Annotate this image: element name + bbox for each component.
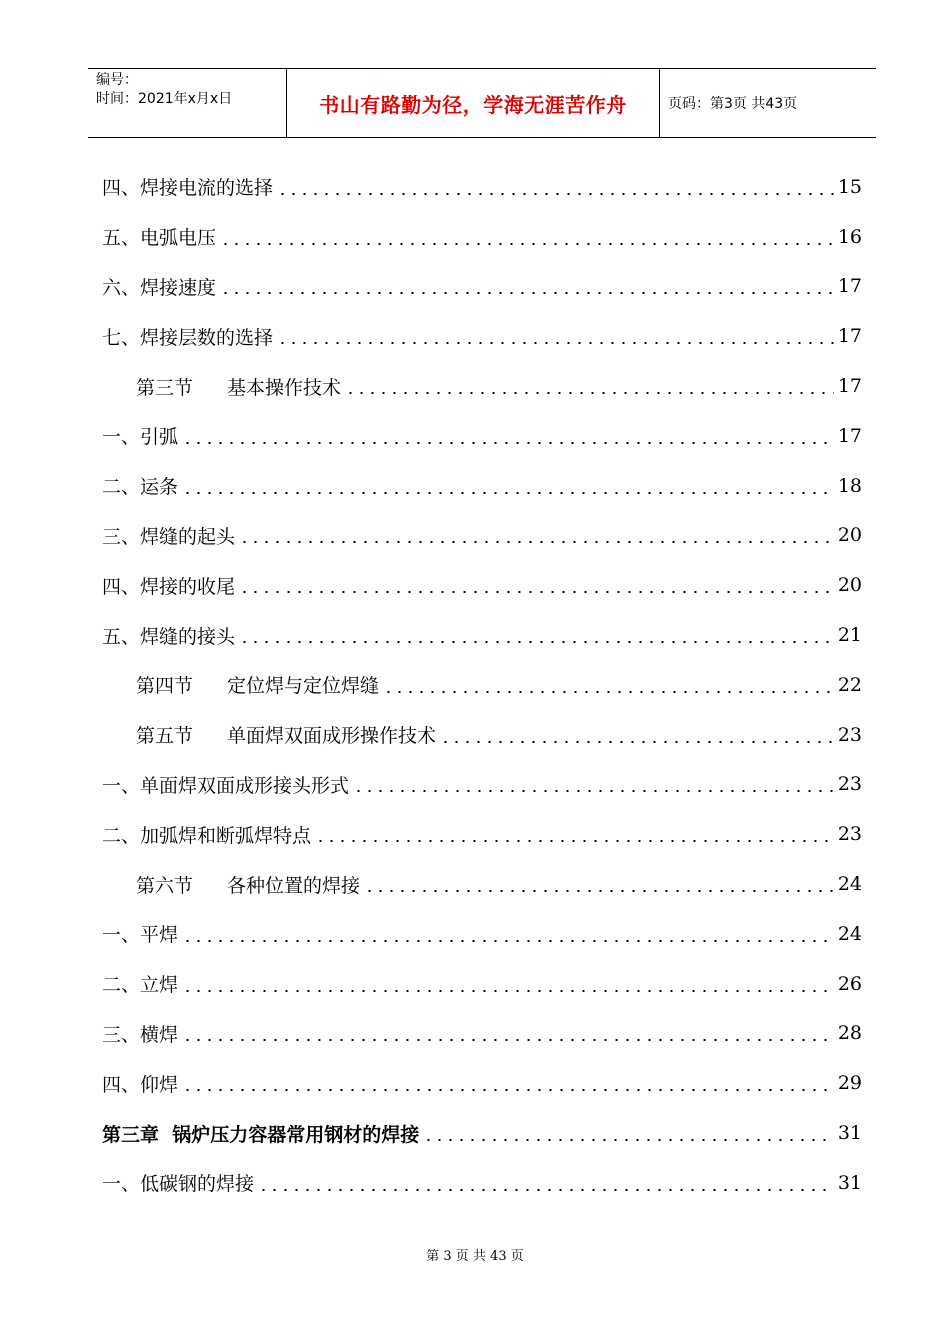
toc-entry-page-number: 17 <box>837 325 862 348</box>
toc-entry-label: 一、引弧 <box>102 426 179 449</box>
toc-entry-title <box>102 1169 254 1196</box>
toc-entry-title <box>102 273 216 300</box>
toc-dot-leader <box>182 492 834 494</box>
header-page-cell <box>660 69 876 137</box>
toc-entry-subtitle: 各种位置的焊接 <box>227 874 361 897</box>
toc-entry[interactable] <box>102 411 862 461</box>
toc-entry-label: 第三节 <box>136 376 194 399</box>
toc-entry-page-number: 29 <box>837 1072 862 1095</box>
toc-entry[interactable] <box>102 461 862 511</box>
toc-entry-label: 第三章 锅炉压力容器常用钢材的焊接 <box>102 1123 420 1146</box>
toc-entry-label: 一、低碳钢的焊接 <box>102 1173 255 1196</box>
toc-entry[interactable] <box>102 760 862 810</box>
toc-entry[interactable] <box>102 361 862 411</box>
toc-entry[interactable] <box>102 610 862 660</box>
toc-entry[interactable] <box>102 1108 862 1158</box>
toc-entry-page-number: 31 <box>837 1171 862 1194</box>
time-label: 时间：2021年x月x日 <box>96 91 233 107</box>
toc-dot-leader <box>277 193 834 195</box>
toc-entry-title <box>102 422 178 449</box>
toc-entry-label: 五、焊缝的接头 <box>102 625 236 648</box>
toc-entry-title <box>102 1120 419 1147</box>
toc-entry[interactable] <box>102 560 862 610</box>
toc-entry[interactable] <box>102 311 862 361</box>
toc-dot-leader <box>220 292 834 294</box>
toc-entry-label: 一、单面焊双面成形接头形式 <box>102 774 350 797</box>
toc-entry-page-number: 23 <box>837 823 862 846</box>
toc-dot-leader <box>182 442 834 444</box>
toc-dot-leader <box>182 1089 834 1091</box>
page-header <box>88 68 876 138</box>
toc-dot-leader <box>423 1139 834 1141</box>
toc-dot-leader <box>383 691 834 693</box>
table-of-contents <box>102 162 862 1208</box>
toc-entry-page-number: 28 <box>837 1022 862 1045</box>
toc-entry[interactable] <box>102 859 862 909</box>
toc-entry-label: 四、焊接的收尾 <box>102 575 236 598</box>
toc-entry[interactable] <box>102 959 862 1009</box>
toc-entry[interactable] <box>102 162 862 212</box>
toc-entry-page-number: 17 <box>837 275 862 298</box>
toc-entry-label: 三、横焊 <box>102 1023 179 1046</box>
toc-entry-title <box>102 1020 178 1047</box>
toc-entry-page-number: 18 <box>837 474 862 497</box>
toc-entry-page-number: 24 <box>837 922 862 945</box>
toc-entry-label: 第四节 <box>136 675 194 698</box>
toc-entry-page-number: 20 <box>837 574 862 597</box>
toc-dot-leader <box>239 591 834 593</box>
toc-entry[interactable] <box>102 212 862 262</box>
toc-dot-leader <box>258 1189 834 1191</box>
toc-entry-page-number: 17 <box>837 375 862 398</box>
toc-entry-title <box>102 771 349 798</box>
toc-entry-title <box>136 871 360 898</box>
toc-entry-page-number: 16 <box>837 225 862 248</box>
toc-entry-title <box>102 622 235 649</box>
toc-entry-title <box>136 671 379 698</box>
toc-entry-label: 三、焊缝的起头 <box>102 525 236 548</box>
serial-label: 编号： <box>96 72 138 88</box>
toc-entry[interactable] <box>102 710 862 760</box>
toc-dot-leader <box>182 940 834 942</box>
toc-entry-title <box>102 821 311 848</box>
toc-entry[interactable] <box>102 660 862 710</box>
toc-entry-title <box>102 920 178 947</box>
toc-entry-page-number: 23 <box>837 773 862 796</box>
toc-entry-title <box>102 173 273 200</box>
toc-entry[interactable] <box>102 909 862 959</box>
toc-entry-page-number: 20 <box>837 524 862 547</box>
toc-dot-leader <box>364 890 834 892</box>
toc-entry-label: 第五节 <box>136 725 194 748</box>
toc-entry[interactable] <box>102 1009 862 1059</box>
toc-entry-label: 一、平焊 <box>102 924 179 947</box>
toc-entry-label: 二、运条 <box>102 476 179 499</box>
toc-entry-label: 四、焊接电流的选择 <box>102 177 274 200</box>
toc-entry-page-number: 21 <box>837 624 862 647</box>
motto-text: 书山有路勤为径，学海无涯苦作舟 <box>319 92 627 117</box>
toc-entry-title <box>102 572 235 599</box>
toc-entry-title <box>102 970 178 997</box>
toc-entry-page-number: 17 <box>837 424 862 447</box>
toc-entry-label: 四、仰焊 <box>102 1073 179 1096</box>
toc-dot-leader <box>182 1039 834 1041</box>
toc-dot-leader <box>345 392 834 394</box>
toc-entry-title <box>102 522 235 549</box>
toc-entry-subtitle: 基本操作技术 <box>227 376 342 399</box>
toc-entry-label: 第六节 <box>136 874 194 897</box>
toc-entry[interactable] <box>102 1158 862 1208</box>
toc-entry-label: 二、立焊 <box>102 974 179 997</box>
toc-entry-subtitle: 定位焊与定位焊缝 <box>227 675 380 698</box>
toc-dot-leader <box>315 840 834 842</box>
toc-entry-title <box>102 1070 178 1097</box>
header-meta-cell <box>88 69 287 137</box>
toc-entry-page-number: 23 <box>837 723 862 746</box>
header-motto-cell <box>287 69 660 137</box>
toc-entry-page-number: 24 <box>837 873 862 896</box>
toc-entry[interactable] <box>102 511 862 561</box>
toc-dot-leader <box>277 342 834 344</box>
toc-entry[interactable] <box>102 262 862 312</box>
toc-entry-page-number: 26 <box>837 972 862 995</box>
toc-dot-leader <box>440 741 834 743</box>
toc-entry-title <box>136 373 341 400</box>
toc-entry-subtitle: 单面焊双面成形操作技术 <box>227 725 437 748</box>
toc-dot-leader <box>220 243 834 245</box>
toc-dot-leader <box>182 990 834 992</box>
toc-entry-title <box>102 223 216 250</box>
toc-entry-title <box>102 472 178 499</box>
toc-entry-title <box>102 323 273 350</box>
toc-dot-leader <box>353 790 834 792</box>
toc-dot-leader <box>239 641 834 643</box>
toc-entry-page-number: 31 <box>837 1122 862 1145</box>
toc-entry-label: 七、焊接层数的选择 <box>102 326 274 349</box>
toc-entry-page-number: 15 <box>837 175 862 198</box>
toc-entry[interactable] <box>102 1058 862 1108</box>
toc-entry-label: 二、加弧焊和断弧焊特点 <box>102 824 312 847</box>
toc-entry-title <box>136 721 436 748</box>
toc-entry-label: 五、电弧电压 <box>102 227 217 250</box>
page-info: 页码：第3页 共43页 <box>668 96 798 112</box>
toc-entry-label: 六、焊接速度 <box>102 276 217 299</box>
toc-entry[interactable] <box>102 809 862 859</box>
toc-entry-page-number: 22 <box>837 673 862 696</box>
page-footer: 第 3 页 共 43 页 <box>426 1249 524 1264</box>
toc-dot-leader <box>239 541 834 543</box>
